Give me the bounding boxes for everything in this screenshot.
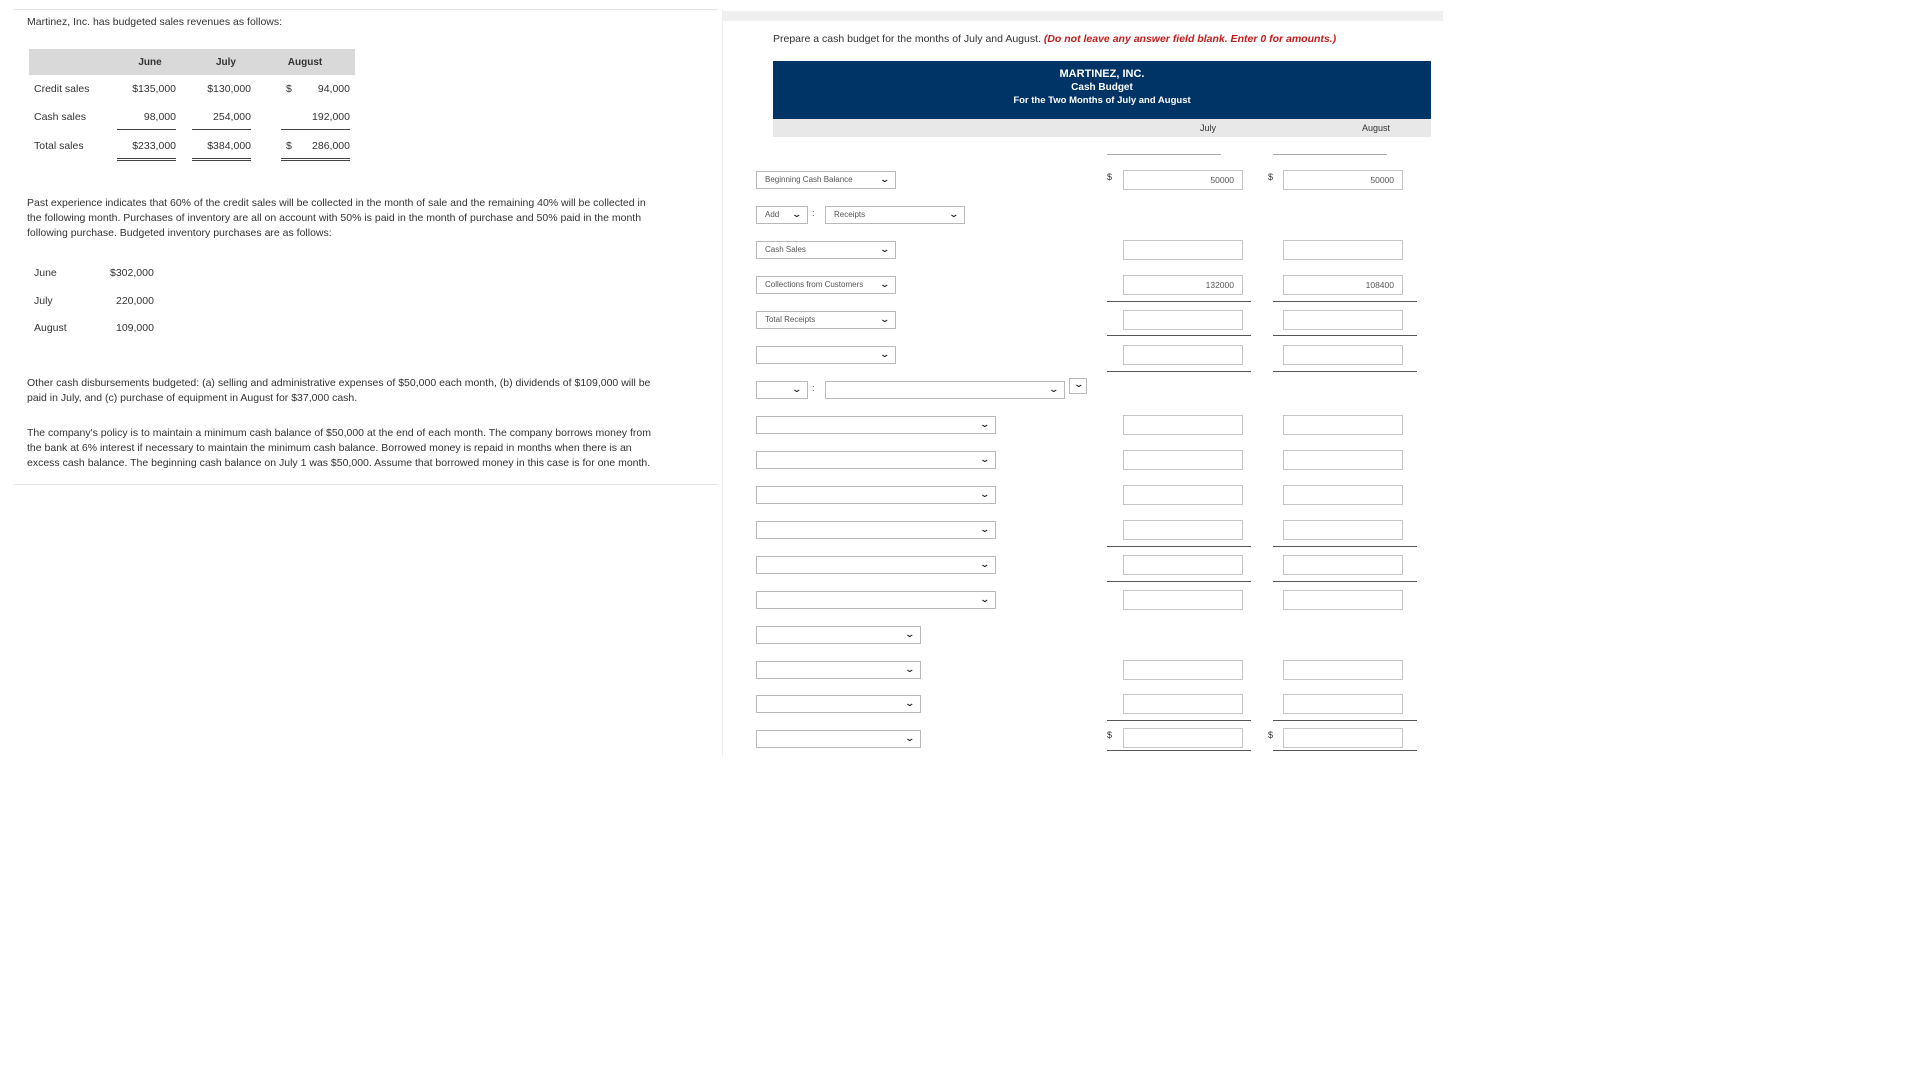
paragraph-policy-line: The company's policy is to maintain a minimum cash balance of $50,000 at the end of each month. The company borrows money from (27, 427, 651, 439)
col-june: June (138, 57, 162, 68)
aug-financing-input[interactable] (1283, 694, 1403, 714)
aug-disbursement-input[interactable] (1283, 450, 1403, 470)
disbursement-select[interactable] (756, 521, 996, 539)
chevron-down-icon: ⌄ (948, 209, 960, 219)
july-disbursement-input[interactable] (1123, 485, 1243, 505)
column-july: July (1199, 123, 1216, 133)
disbursement-select[interactable] (756, 451, 996, 469)
paragraph-disbursements-line: Other cash disbursements budgeted: (a) selling and administrative expenses of $50,000 each month, (b) dividends of $109,000 will be (27, 377, 651, 389)
credit-aug: 94,000 (317, 83, 350, 95)
instruction (773, 33, 1336, 45)
july-total-disbursements-input[interactable] (1123, 555, 1243, 575)
purchase-amount: 109,000 (116, 322, 154, 334)
aug-beginning-input[interactable]: 50000 (1283, 170, 1403, 190)
subtotal-rule (1273, 546, 1417, 547)
credit-july: $130,000 (207, 83, 251, 95)
ending-cash-select[interactable] (756, 730, 921, 748)
cash-june: 98,000 (117, 111, 176, 130)
paragraph-policy (27, 426, 717, 471)
subtotal-rule (1273, 581, 1417, 582)
subtotal-rule (1107, 720, 1251, 721)
select-value: Beginning Cash Balance (765, 175, 853, 184)
statement-title: Cash Budget (1071, 82, 1133, 93)
aug-disbursement-input[interactable] (1283, 520, 1403, 540)
statement-header (773, 61, 1431, 119)
aug-total-disbursements-input[interactable] (1283, 555, 1403, 575)
final-rule (1107, 750, 1251, 751)
total-aug: 286,000 (281, 140, 350, 161)
add-select[interactable] (756, 206, 808, 224)
dollar-sign: $ (1268, 172, 1274, 182)
chevron-down-icon: ⌄ (1048, 384, 1060, 394)
problem-panel (14, 9, 718, 485)
row-label-total: Total sales (34, 140, 84, 152)
chevron-down-icon: ⌄ (791, 209, 803, 219)
purchase-month: July (34, 295, 53, 307)
july-total-receipts-input[interactable] (1123, 310, 1243, 330)
disbursement-select[interactable] (756, 486, 996, 504)
purchase-month: June (34, 267, 57, 279)
july-financing-input[interactable] (1123, 660, 1243, 680)
select-value: Total Receipts (765, 315, 816, 324)
select-value: Add (765, 210, 780, 219)
july-disbursement-input[interactable] (1123, 415, 1243, 435)
total-june: $233,000 (117, 140, 176, 161)
excess-deficiency-select[interactable] (756, 591, 996, 609)
paragraph-policy-line: excess cash balance. The beginning cash balance on July 1 was $50,000. Assume that borrowed money in this case is for one month. (27, 457, 651, 469)
july-collections-input[interactable]: 132000 (1123, 275, 1243, 295)
sales-table (29, 49, 355, 167)
paragraph-policy-line: the bank at 6% interest if necessary to maintain the minimum cash balance. Borrowed money is repaid in months when there is an (27, 442, 632, 454)
company-name: MARTINEZ, INC. (1059, 68, 1145, 80)
cash-aug: 192,000 (281, 111, 350, 130)
cash-july: 254,000 (192, 111, 251, 130)
july-financing-input[interactable] (1123, 694, 1243, 714)
extra-dropdown-toggle[interactable] (1069, 378, 1087, 394)
purchases-table (32, 264, 232, 354)
total-disbursements-select[interactable] (756, 556, 996, 574)
select-value: Receipts (834, 210, 866, 219)
july-header-rule (1107, 154, 1221, 155)
line-item-select[interactable] (756, 346, 896, 364)
purchase-amount: $302,000 (110, 267, 154, 279)
subtotal-rule (1273, 335, 1417, 336)
chevron-down-icon: ⌄ (979, 489, 991, 499)
dollar-sign: $ (1107, 172, 1113, 182)
col-july: July (215, 57, 236, 68)
select-value: Cash Sales (765, 245, 806, 254)
select-value: Collections from Customers (765, 280, 864, 289)
total-receipts-select[interactable] (756, 311, 896, 329)
colon-separator: : (812, 208, 815, 218)
category-select[interactable] (825, 381, 1065, 399)
collections-select[interactable] (756, 276, 896, 294)
chevron-down-icon: ⌄ (791, 384, 803, 394)
chevron-down-icon: ⌄ (1073, 379, 1085, 389)
colon-separator: : (812, 383, 815, 393)
chevron-down-icon: ⌄ (979, 594, 991, 604)
financing-select[interactable] (756, 626, 921, 644)
chevron-down-icon: ⌄ (904, 629, 916, 639)
disbursement-select[interactable] (756, 416, 996, 434)
july-beginning-input[interactable]: 50000 (1123, 170, 1243, 190)
purchase-month: August (34, 322, 67, 334)
chevron-down-icon: ⌄ (879, 279, 891, 289)
chevron-down-icon: ⌄ (879, 349, 891, 359)
aug-disbursement-input[interactable] (1283, 485, 1403, 505)
paragraph-disbursements (27, 376, 717, 406)
aug-amount-input[interactable] (1283, 345, 1403, 365)
paragraph-collections-line: the following month. Purchases of inventory are all on account with 50% is paid in the month of purchase and 50% paid in the month (27, 212, 642, 224)
aug-cash-sales-input[interactable] (1283, 240, 1403, 260)
chevron-down-icon: ⌄ (879, 244, 891, 254)
credit-aug-sign: $ (286, 83, 292, 95)
paragraph-collections-line: Past experience indicates that 60% of the credit sales will be collected in the month of sale and the remaining 40% will be collected in (27, 197, 646, 209)
instruction-warning: (Do not leave any answer field blank. Enter 0 for amounts.) (1043, 33, 1337, 45)
aug-excess-input[interactable] (1283, 590, 1403, 610)
paragraph-disbursements-line: paid in July, and (c) purchase of equipment in August for $37,000 cash. (27, 392, 358, 404)
chevron-down-icon: ⌄ (979, 454, 991, 464)
subtotal-rule (1107, 335, 1251, 336)
financing-select[interactable] (756, 661, 921, 679)
financing-select[interactable] (756, 695, 921, 713)
july-disbursement-input[interactable] (1123, 520, 1243, 540)
chevron-down-icon: ⌄ (904, 698, 916, 708)
july-cash-sales-input[interactable] (1123, 240, 1243, 260)
statement-period: For the Two Months of July and August (1013, 95, 1191, 106)
july-disbursement-input[interactable] (1123, 450, 1243, 470)
aug-header-rule (1273, 154, 1387, 155)
problem-intro: Martinez, Inc. has budgeted sales revenues as follows: (27, 16, 283, 28)
july-ending-input[interactable] (1123, 728, 1243, 748)
total-aug-sign: $ (286, 140, 292, 152)
col-august: August (287, 57, 323, 68)
operator-select[interactable] (756, 381, 808, 399)
column-august: August (1361, 123, 1391, 133)
aug-total-receipts-input[interactable] (1283, 310, 1403, 330)
chevron-down-icon: ⌄ (879, 174, 891, 184)
panel-top-bar (723, 11, 1443, 21)
row-label-cash: Cash sales (34, 111, 86, 123)
aug-disbursement-input[interactable] (1283, 415, 1403, 435)
subtotal-rule (1273, 301, 1417, 302)
subtotal-rule (1107, 301, 1251, 302)
paragraph-collections (27, 196, 717, 241)
dollar-sign: $ (1107, 730, 1113, 740)
aug-financing-input[interactable] (1283, 660, 1403, 680)
paragraph-collections-line: following purchase. Budgeted inventory purchases are as follows: (27, 227, 332, 239)
total-rule (1273, 371, 1417, 372)
answer-panel (722, 9, 1443, 757)
chevron-down-icon: ⌄ (904, 664, 916, 674)
purchase-amount: 220,000 (116, 295, 154, 307)
subtotal-rule (1273, 720, 1417, 721)
instruction-text: Prepare a cash budget for the months of July and August. (773, 33, 1041, 45)
subtotal-rule (1107, 581, 1251, 582)
cash-sales-select[interactable] (756, 241, 896, 259)
credit-june: $135,000 (132, 83, 176, 95)
chevron-down-icon: ⌄ (979, 419, 991, 429)
aug-ending-input[interactable] (1283, 728, 1403, 748)
receipts-select[interactable] (825, 206, 965, 224)
row-label-credit: Credit sales (34, 83, 90, 95)
chevron-down-icon: ⌄ (879, 314, 891, 324)
chevron-down-icon: ⌄ (979, 524, 991, 534)
final-rule (1273, 750, 1417, 751)
july-amount-input[interactable] (1123, 345, 1243, 365)
subtotal-rule (1107, 546, 1251, 547)
dollar-sign: $ (1268, 730, 1274, 740)
chevron-down-icon: ⌄ (904, 733, 916, 743)
chevron-down-icon: ⌄ (979, 559, 991, 569)
july-excess-input[interactable] (1123, 590, 1243, 610)
total-july: $384,000 (192, 140, 251, 161)
beginning-cash-select[interactable] (756, 171, 896, 189)
aug-collections-input[interactable]: 108400 (1283, 275, 1403, 295)
total-rule (1107, 371, 1251, 372)
